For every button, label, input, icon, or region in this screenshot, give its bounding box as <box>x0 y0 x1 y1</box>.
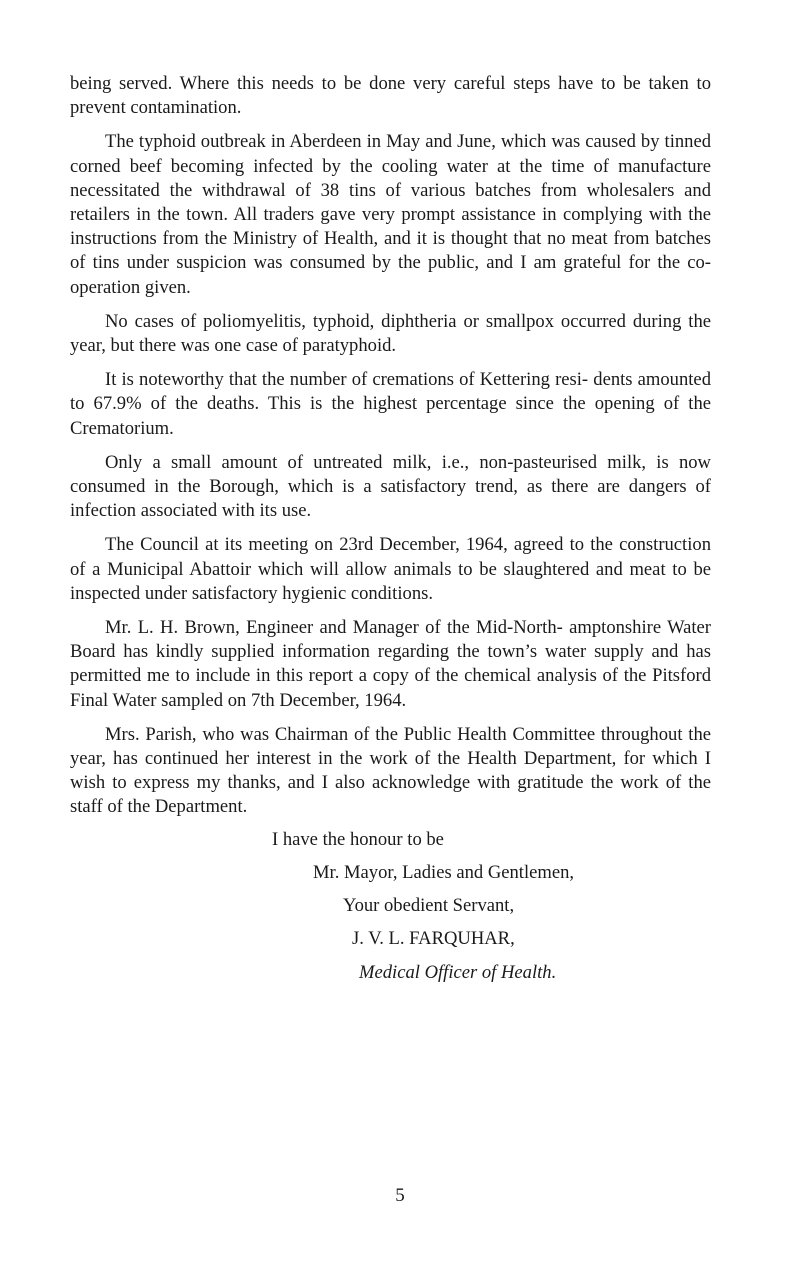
closing-signature-block <box>70 828 711 985</box>
paragraph-untreated-milk: Only a small amount of untreated milk, i.e., non-pasteurised milk, is now consumed in the Borough, which is a satisfactory trend, as there are dangers of infection associated with its use. <box>70 451 711 522</box>
paragraph-cremations: It is noteworthy that the number of cremations of Kettering resi- dents amounted to 67.9% of the deaths. This is the highest percentage since the opening of the Crematorium. <box>70 369 711 439</box>
signatory-name: J. V. L. FARQUHAR, <box>352 928 515 950</box>
paragraph-municipal-abattoir: The Council at its meeting on 23rd December, 1964, agreed to the construction of a Municipal Abattoir which will allow animals to be slaughtered and meat to be inspected under satisfactory hygienic conditions. <box>70 534 711 604</box>
paragraph-typhoid-outbreak: The typhoid outbreak in Aberdeen in May and June, which was caused by tinned corned beef becoming infected by the cooling water at the time of manufacture necessitated the withdrawal of 38 tins of various batches from wholesalers and retailers in the town. All traders gave very prompt assistance in complying with the instructions from the Ministry of Health, and it is thought that no meat from batches of tins under suspicion was consumed by the public, and I am grateful for the co-operation given. <box>70 131 711 298</box>
paragraph-acknowledgements: Mrs. Parish, who was Chairman of the Public Health Committee throughout the year, has continued her interest in the work of the Health Department, for which I wish to express my thanks, and I also acknowledge with gratitude the work of the staff of the Department. <box>70 723 711 818</box>
closing-servant-line: Your obedient Servant, <box>343 895 515 917</box>
closing-honour-line: I have the honour to be <box>272 828 444 850</box>
closing-salutation-line: Mr. Mayor, Ladies and Gentlemen, <box>313 861 575 883</box>
page-number: 5 <box>395 1185 405 1206</box>
document-page <box>70 72 711 994</box>
paragraph-water-supply: Mr. L. H. Brown, Engineer and Manager of the Mid-North- amptonshire Water Board has kindly supplied information regarding the town’s water supply and has permitted me to include in this report a copy of the chemical analysis of the Pitsford Final Water sampled on 7th December, 1964. <box>70 617 711 711</box>
paragraph-infectious-cases: No cases of poliomyelitis, typhoid, diphtheria or smallpox occurred during the year, but there was one case of paratyphoid. <box>70 310 711 357</box>
paragraph-continuation: being served. Where this needs to be done very careful steps have to be taken to prevent contamination. <box>70 73 711 119</box>
signatory-title: Medical Officer of Health. <box>359 961 557 983</box>
